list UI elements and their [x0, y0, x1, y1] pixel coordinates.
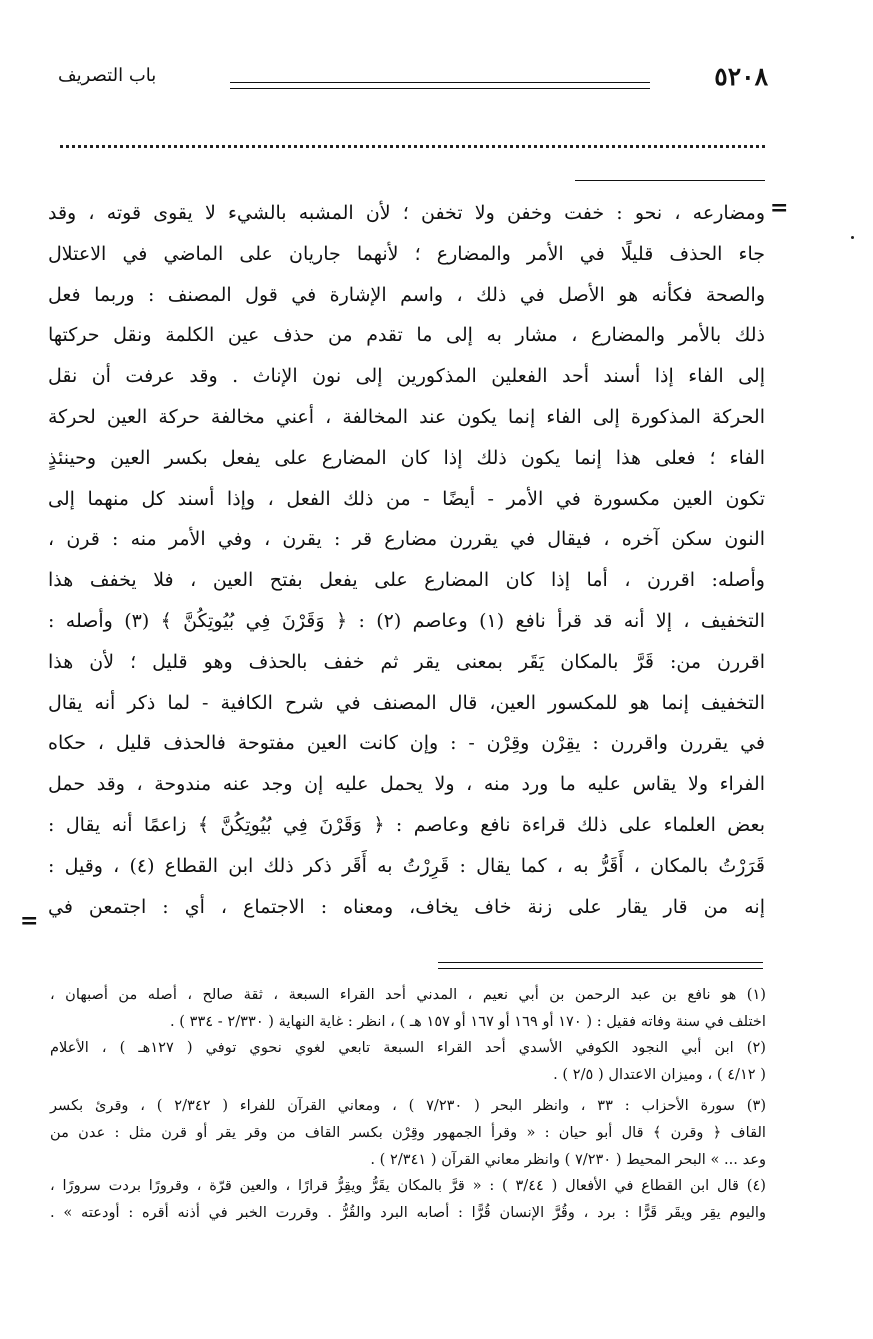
footnote-2: [50, 1035, 766, 1088]
text-line: والصحة فكأنه هو الأصل في ذلك ، واسم الإشارة في قول المصنف : وربما فعل: [48, 283, 765, 306]
footnote-line: (٤) قال ابن القطاع في الأفعال ( ٣/٤٤ ) : « قرَّ بالمكان يقَرُّ ويقِرُّ قرارًا ، والعين قرّة ، وقرورًا بردت سرورًا ،: [50, 1177, 766, 1195]
footnote-line: ( ٤/١٢ ) ، وميزان الاعتدال ( ٢/٥ ) .: [553, 1065, 766, 1083]
text-line: إنه من قار يقار على زنة خاف يخاف، ومعناه : الاجتماع ، أي : اجتمعن في: [48, 895, 765, 918]
running-header: [58, 60, 768, 100]
text-line: تكون العين مكسورة في الأمر - أيضًا - من ذلك الفعل ، وإذا أسند كل منهما إلى: [48, 487, 765, 510]
footnote-line: اختلف في سنة وفاته فقيل : ( ١٧٠ أو ١٦٩ أو ١٦٧ أو ١٥٧ هـ ) ، انظر : غاية النهاية ( ٢/٣٣٠ - ٣٣٤ ) .: [170, 1012, 766, 1030]
text-line: ذلك بالأمر والمضارع ، مشار به إلى ما تقدم من حذف عين الكلمة ونقل حركتها: [48, 324, 765, 347]
text-line: في يقررن واقررن : يقِرْن وقِرْن - : وإن كانت العين مفتوحة فالحذف قليل ، حكاه: [48, 732, 765, 755]
text-line: إلى الفاء إذا أسند أحد الفعلين المذكورين إلى نون الإناث . وقد عرفت أن نقل: [48, 365, 765, 388]
text-line: الفراء ولا يقاس عليه ما ورد منه ، ولا يحمل عليه إن وجد عنه مندوحة ، وقد حمل: [48, 773, 765, 796]
footnote-line: القاف ﴿ وقرن ﴾ قال أبو حيان : « وقرأ الجمهور وقِرْن بكسر القاف من وقر يقر أو قرن مثل : عدن من: [50, 1123, 766, 1141]
text-line: وأصله: اقررن ، أما إذا كان المضارع على يفعل بفتح العين ، فلا يخفف هذا: [48, 569, 765, 592]
text-line: التخفيف ، إلا أنه قد قرأ نافع (١) وعاصم (٢) : ﴿ وَقَرْنَ فِي بُيُوتِكُنَّ ﴾ (٣) وأصله :: [48, 609, 765, 632]
text-line: التخفيف إنما هو للمكسور العين، قال المصنف في شرح الكافية - لما ذكر أنه يقال: [48, 691, 765, 714]
margin-dot: [851, 236, 854, 239]
text-line: الفاء ؛ فعلى هذا إنما يكون ذلك إذا كان المضارع على يفعل بكسر العين وحينئذٍ: [48, 446, 765, 469]
text-line: النون سكن آخره ، فيقال في يقررن مضارع قر : يقرن ، وفي الأمر منه : قرن ،: [48, 528, 765, 551]
footnotes: [50, 982, 766, 1226]
footnote-3: [50, 1093, 766, 1173]
text-line: بعض العلماء على ذلك قراءة نافع وعاصم : ﴿ وَقَرْنَ فِي بُيُوتِكُنَّ ﴾ زاعمًا أنه يقال :: [48, 813, 765, 836]
footnote-line: (١) هو نافع بن عبد الرحمن بن أبي نعيم ، المدني أحد القراء السبعة ، ثقة صالح ، أصله من أصبهان ،: [50, 986, 766, 1003]
continuation-mark-end: =: [20, 908, 39, 934]
short-rule: [575, 180, 765, 181]
main-text: [48, 193, 765, 927]
text-line: جاء الحذف قليلًا في الأمر والمضارع ؛ لأنهما جاريان على الماضي في الاعتلال: [48, 242, 765, 265]
text-line: الحركة المذكورة إلى الفاء إنما يكون عند المخالفة ، أعني مخالفة حركة العين لحركة: [48, 405, 765, 428]
footnote-separator: [438, 962, 763, 969]
continuation-mark-start: =: [770, 195, 789, 221]
footnote-4: [50, 1173, 766, 1226]
text-line: ومضارعه ، نحو : خفت وخفن ولا تخفن ؛ لأن المشبه بالشيء لا يقوى قوته ، وقد: [48, 202, 765, 224]
header-double-rule: [230, 82, 650, 89]
footnote-line: واليوم يقِر ويقَر قَرًّا : برد ، وقُرَّ الإنسان قُرًّا : أصابه البرد والقُرُّ . وقررت الخبر في أذنه أقره : أودعته » .: [50, 1203, 766, 1221]
text-line: اقررن من: قَرَّ بالمكان يَقَر بمعنى يقر ثم خفف بالحذف وهو قليل ؛ لأن هذا: [48, 650, 765, 673]
footnote-line: (٣) سورة الأحزاب : ٣٣ ، وانظر البحر ( ٧/٢٣٠ ) ، ومعاني القرآن للفراء ( ٢/٣٤٢ ) ، وقرئ بكسر: [50, 1097, 767, 1115]
footnote-1: [50, 982, 766, 1035]
dotted-separator: [60, 145, 765, 148]
chapter-title: باب التصريف: [58, 65, 157, 86]
text-line: قَرَرْتُ بالمكان ، أَقَرُّ به ، كما يقال : قَرِرْتُ به أَقَر ذكر ذلك ابن القطاع (٤) ، وقيل :: [48, 854, 765, 877]
footnote-line: (٢) ابن أبي النجود الكوفي الأسدي أحد القراء السبعة تابعي لغوي نحوي توفي ( ١٢٧هـ ) ، الأعلام: [50, 1039, 766, 1057]
page-number: ٥٢٠٨: [714, 62, 768, 91]
footnote-line: وعد ... » البحر المحيط ( ٧/٢٣٠ ) وانظر معاني القرآن ( ٢/٣٤١ ) .: [370, 1150, 766, 1168]
